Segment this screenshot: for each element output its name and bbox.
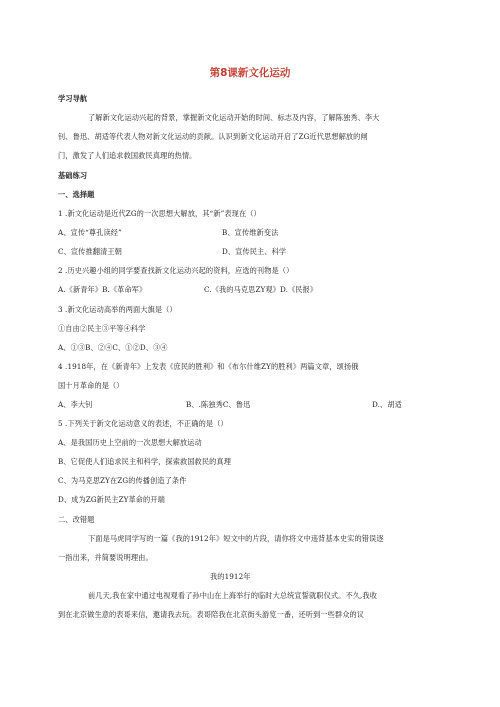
q5-stem: 5 .下列关于新文化运动意义的表述，不正确的是（） bbox=[58, 419, 228, 428]
q4-stem-line-1: 4 .1918年，在《新青年》上发表《庶民的胜利》和《布尔什维ZY的胜利》两篇文章，颂扬俄 bbox=[58, 362, 359, 371]
q1-option-a: A、宣传“尊孔读经” bbox=[58, 228, 122, 237]
q2-stem: 2 .历史兴趣小组的同学要查找新文化运动兴起的资料，应选的刊物是（） bbox=[58, 266, 294, 275]
section2-intro-1: 下面是马虎同学写的一篇《我的1912年》短文中的片段，请你将文中违背基本史实的错误逐 bbox=[88, 534, 384, 543]
section2-intro-2: 一指出来，并简要说明理由。 bbox=[58, 553, 153, 562]
guide-line-2: 钊、鲁迅、胡适等代表人物对新文化运动的贡献。认识到新文化运动开启了ZG近代思想解放的闸 bbox=[58, 132, 368, 141]
q3-stem: 3 .新文化运动高举的两面大旗是（） bbox=[58, 305, 177, 314]
essay-title: 我的1912年 bbox=[210, 572, 251, 581]
page-title: 第8课新文化运动 bbox=[209, 67, 291, 79]
q3-options: A、①③B、②④C、①②D、③④ bbox=[58, 343, 168, 352]
guide-line-1: 了解新文化运动兴起的背景，掌握新文化运动开始的时间、标志及内容，了解陈独秀、李大 bbox=[88, 113, 380, 122]
q4-stem-line-2: 国十月革命的是（） bbox=[58, 381, 124, 390]
q2-options-ab: A.《新青年》B.《革命军》 bbox=[58, 285, 147, 294]
q1-stem: 1 .新文化运动是近代ZG的一次思想大解放，其“新”表现在（） bbox=[58, 209, 261, 218]
q3-items: ①自由②民主③平等④科学 bbox=[58, 324, 146, 333]
q5-option-d: D、成为ZG新民主ZY革命的开端 bbox=[58, 495, 165, 504]
q5-option-b: B、它促使人们追求民主和科学，探索救国救民的真理 bbox=[58, 457, 231, 466]
q1-option-c: C、宣传推翻清王朝 bbox=[58, 247, 122, 256]
essay-line-2: 到在北京做生意的表哥来信，邀请我去玩。表哥陪我在北京街头游览一番，还听到一些群众的议 bbox=[58, 610, 365, 619]
section2-heading: 二、改错题 bbox=[58, 515, 95, 524]
q4-option-a: A、李大钊 bbox=[58, 400, 93, 409]
guide-heading: 学习导航 bbox=[58, 94, 88, 103]
q5-option-c: C、为马克思ZY在ZG的传播创造了条件 bbox=[58, 476, 187, 485]
q2-options-cd: C.《我的马克思ZY观》D.《民报》 bbox=[204, 285, 318, 294]
q1-option-b: B、宣传维新变法 bbox=[222, 228, 279, 237]
q4-options-bc: B、.陈独秀C、鲁迅 bbox=[186, 400, 251, 409]
essay-line-1: 前几天,我在家中通过电视观看了孙中山在上海举行的临时大总统宣誓就职仪式。不久,我收 bbox=[88, 591, 377, 600]
q4-option-d: D.、胡适 bbox=[372, 400, 402, 409]
q1-option-d: D、宣传民主、科学 bbox=[222, 247, 287, 256]
section1-heading: 一、选择题 bbox=[58, 190, 95, 199]
q5-option-a: A、是我国历史上空前的一次思想大解放运动 bbox=[58, 438, 202, 447]
practice-heading: 基础练习 bbox=[58, 171, 88, 180]
guide-line-3: 门，激发了人们追求救国救民真理的热情。 bbox=[58, 151, 197, 160]
